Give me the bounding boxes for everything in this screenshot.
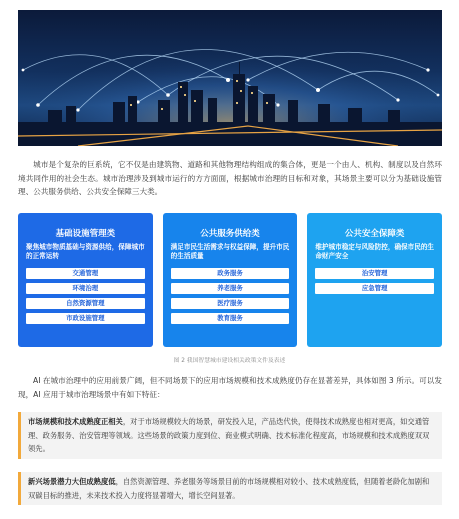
callout-text: ，自然资源管理、养老服务等场景目前的市场规模相对较小、技术成熟度低，但随着老龄化加剧和双碳目标的推进，未来技术投入力度将显著增大，增长空间显著。 [28, 477, 430, 500]
card-description: 满足市民生活需求与权益保障，提升市民的生活质量 [170, 243, 290, 260]
card-title: 基础设施管理类 [55, 229, 116, 239]
analysis-paragraph: AI 在城市治理中的应用前景广阔，但不同场景下的应用市场规模和技术成熟度仍存在显著差异，具体如图 3 所示。可以发现，AI 应用于城市治理场景中有如下特征： [18, 376, 442, 399]
card-description: 维护城市稳定与风险防控，确保市民的生命财产安全 [315, 243, 435, 260]
city-skyline-illustration [18, 10, 442, 146]
category-item: 应急管理 [315, 283, 434, 294]
category-item: 市政设施管理 [26, 313, 145, 324]
category-card-infrastructure [18, 213, 153, 347]
category-item: 政务服务 [171, 268, 290, 279]
card-title: 公共安全保障类 [344, 229, 405, 239]
city-network-image [18, 10, 442, 146]
scenario-categories [18, 213, 442, 347]
category-item: 教育服务 [171, 313, 290, 324]
intro-paragraph: 城市是个复杂的巨系统，它不仅是由建筑物、道路和其他物理结构组成的集合体，更是一个由人、机构、制度以及自然环境共同作用的社会生态。城市治理涉及到城市运行的方方面面，根据城市治理的目标和对象，其场景主要可以分为基础设施管理、公共服务供给、公共安全保障三大类。 [18, 160, 442, 196]
callout-heading: 新兴场景潜力大但成熟度低 [28, 477, 116, 486]
feature-callout-1 [18, 412, 442, 459]
card-description: 聚焦城市物质基础与资源供给，保障城市的正常运转 [26, 243, 145, 260]
callout-heading: 市场规模和技术成熟度正相关 [28, 417, 123, 426]
category-item: 交通管理 [26, 268, 145, 279]
callout-text: ，对于市场规模较大的场景，研发投入足，产品迭代快，使得技术成熟度也相对更高，如交通管理、政务服务、治安管理等领域。这些场景的政策力度到位、商业模式明确、技术标准化程度高，市场规模和技术成熟度双双领先。 [28, 417, 430, 453]
category-item: 医疗服务 [171, 298, 290, 309]
card-title: 公共服务供给类 [200, 229, 260, 239]
category-item: 环境治理 [26, 283, 145, 294]
category-card-public-safety [307, 213, 442, 347]
category-card-public-service [163, 213, 298, 347]
category-item: 养老服务 [171, 283, 290, 294]
category-item: 治安管理 [315, 268, 434, 279]
figure-caption: 图 2 我国智慧城市建设相关政策文件及表述 [173, 358, 286, 364]
feature-callout-2 [18, 472, 442, 505]
category-item: 自然资源管理 [26, 298, 145, 309]
